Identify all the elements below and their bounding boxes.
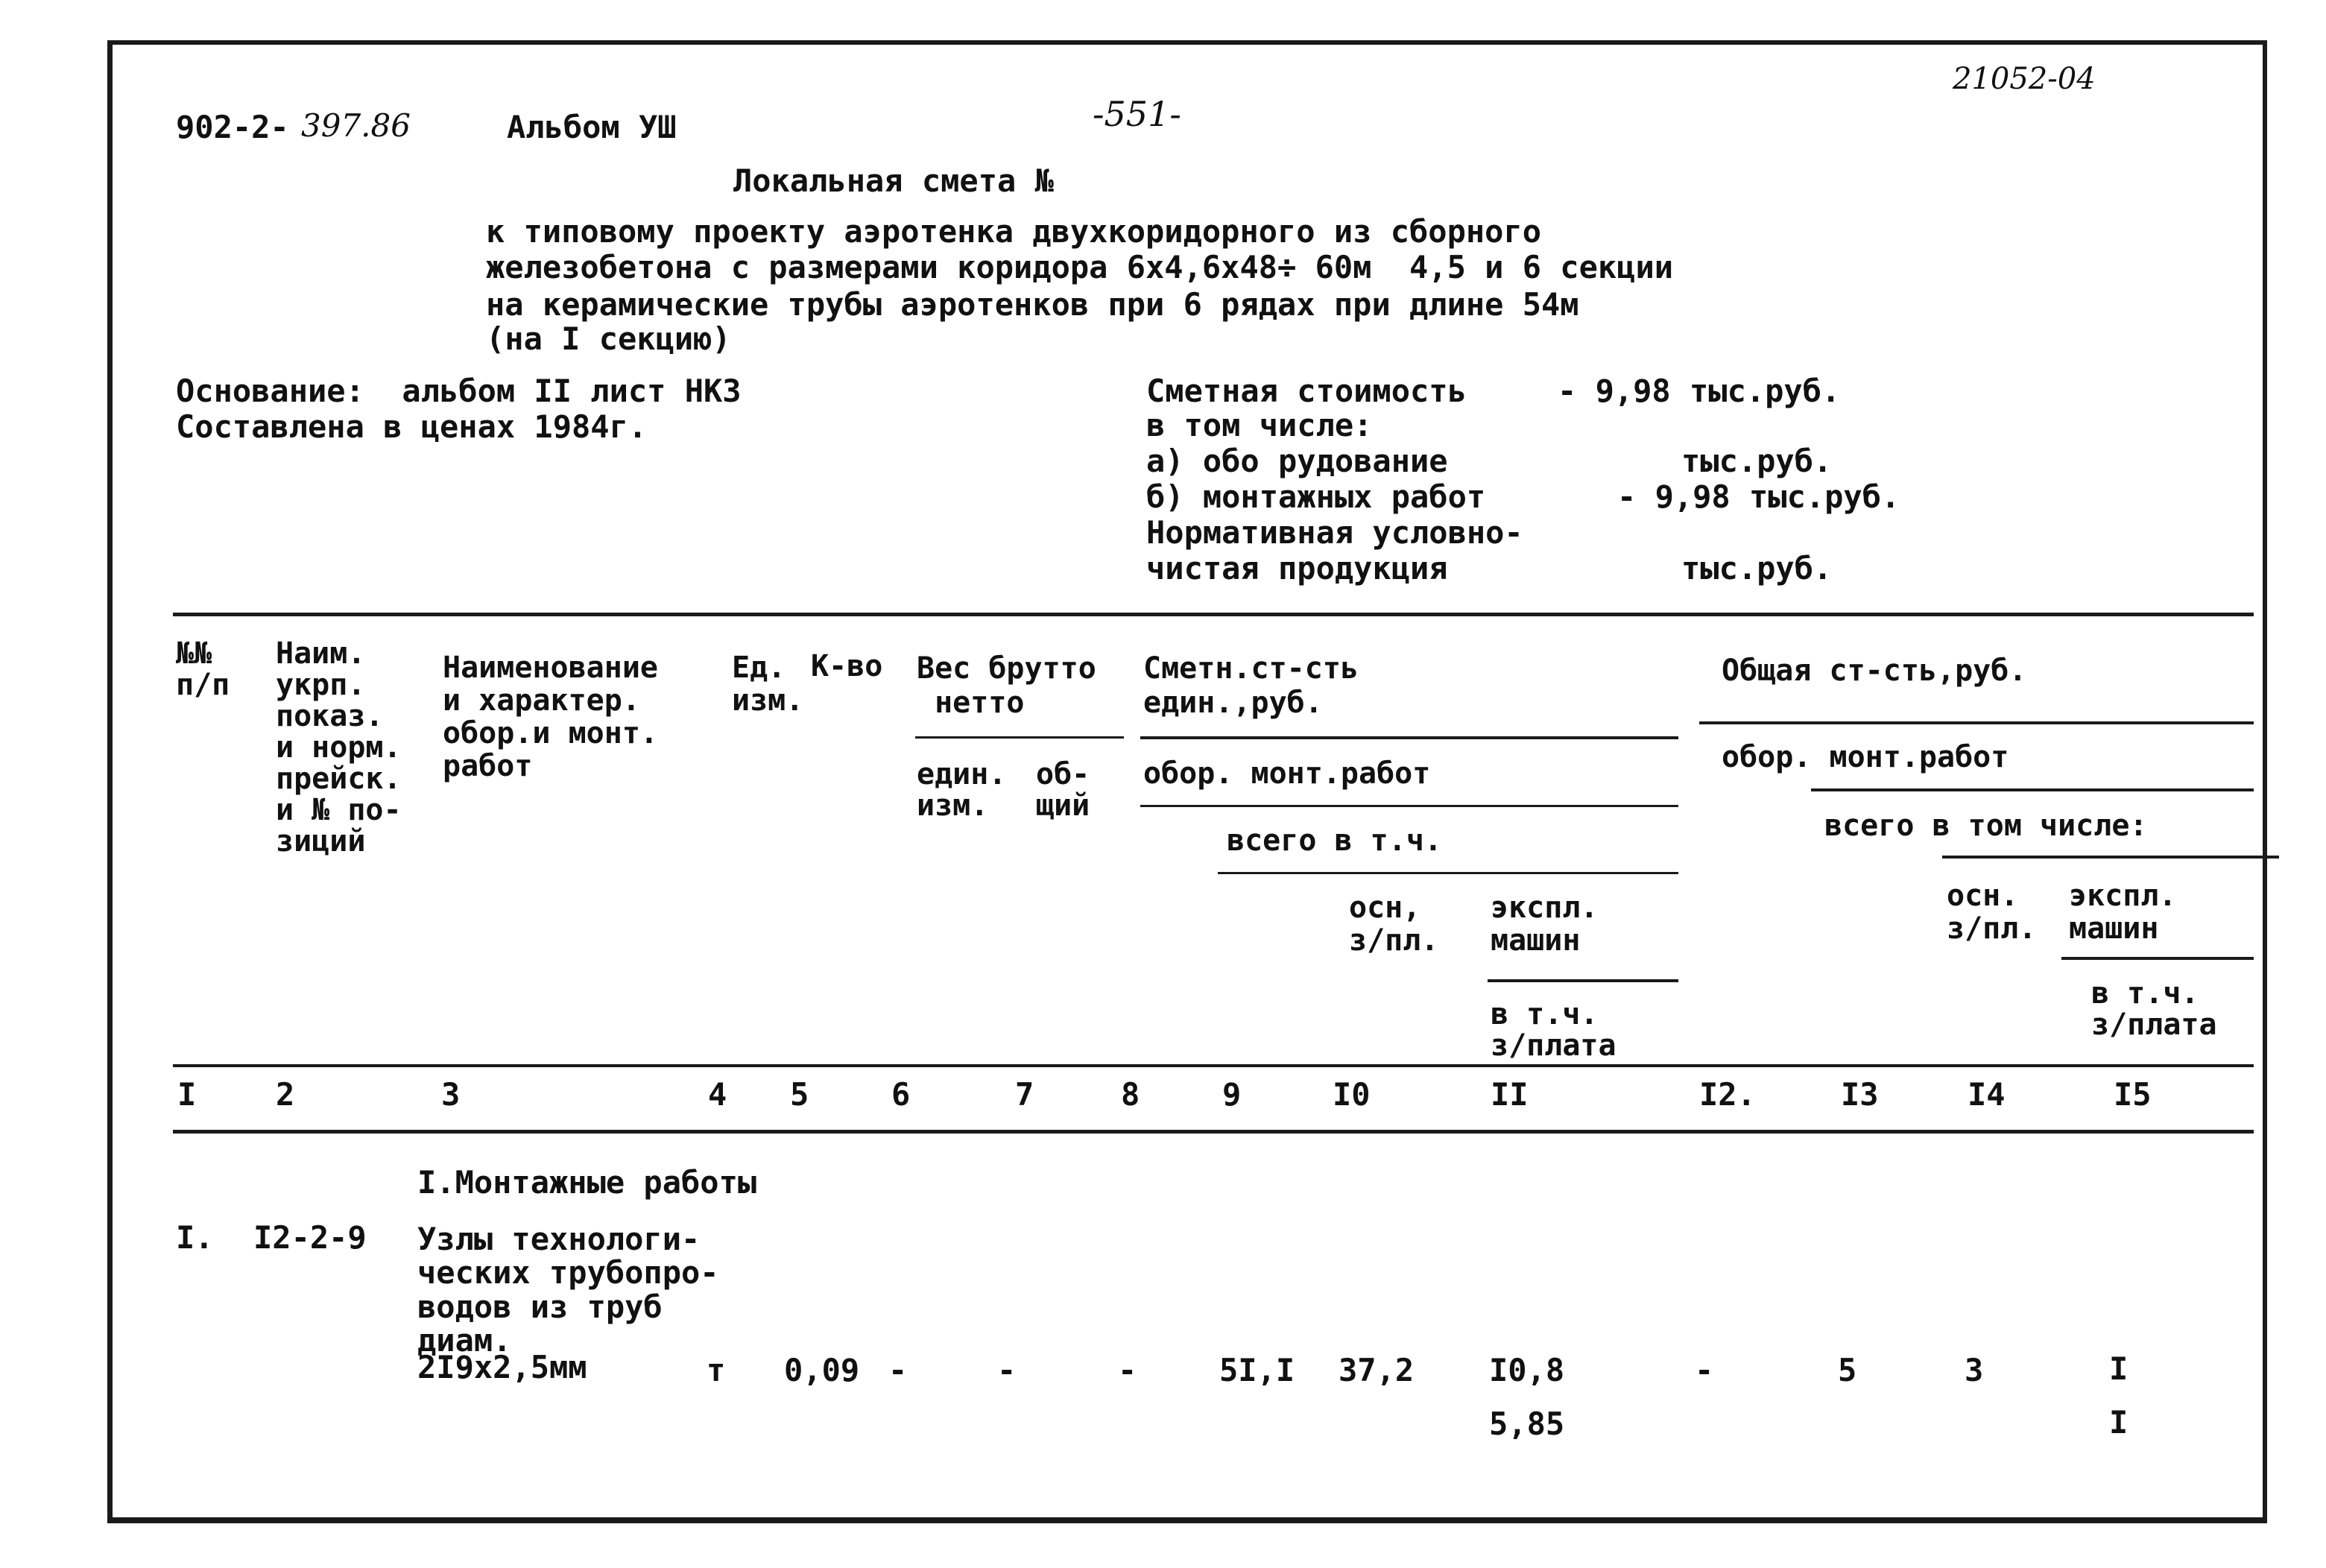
basis-line-2: Составлена в ценах 1984г.: [176, 408, 648, 445]
column-number: II: [1491, 1076, 1529, 1113]
column-number: 3: [441, 1076, 461, 1113]
total-cost-header: Общая ст-сть,руб.: [1722, 654, 2027, 688]
normative-label-2: чистая продукция: [1146, 550, 1448, 587]
column-number: I0: [1333, 1076, 1371, 1113]
column-number: I5: [2114, 1076, 2152, 1113]
column-number: I3: [1841, 1076, 1879, 1113]
row-col10: 37,2: [1339, 1352, 1415, 1388]
row-col15: I: [2109, 1350, 2129, 1387]
row-code: I2-2-9: [253, 1219, 367, 1256]
column-number: 9: [1222, 1076, 1242, 1113]
col-num-header: №№ п/п: [176, 636, 230, 702]
total-machines-rule: [2061, 957, 2254, 960]
row-col13: 5: [1838, 1352, 1857, 1388]
subtitle-line-2: железобетона с размерами коридора 6х4,6х48÷ 60м 4,5 и 6 секции: [486, 249, 1674, 285]
row-qty: 0,09: [784, 1352, 860, 1388]
subtitle-line-4: (на I секцию): [486, 320, 731, 357]
column-numbers-rule: [173, 1130, 2254, 1134]
weight-header: Вес брутто нетто: [917, 651, 1096, 720]
installation-label: б) монтажных работ: [1146, 478, 1486, 515]
unit-incl-rule: [1218, 872, 1678, 874]
normative-label-1: Нормативная условно-: [1146, 514, 1523, 551]
row-col12: -: [1695, 1352, 1714, 1388]
unit-machines-wage-header: в т.ч. з/плата: [1491, 997, 1616, 1063]
col-qty-header: К-во: [811, 649, 883, 683]
reference-code: 21052-04: [1953, 62, 2096, 96]
estimated-cost-value: - 9,98 тыс.руб.: [1558, 373, 1841, 409]
weight-unit-header: един. изм.: [917, 757, 1007, 823]
total-cost-rule: [1699, 721, 2254, 724]
header-bottom-rule: [173, 1064, 2254, 1067]
col-name-header: Наименование и характер. обор.и монт. работ: [443, 651, 658, 783]
total-machines-header: экспл. машин: [2069, 879, 2177, 946]
document-title: Локальная смета №: [733, 162, 1054, 199]
row-number: I.: [176, 1219, 214, 1256]
total-machines-wage-header: в т.ч. з/плата: [2091, 976, 2217, 1042]
unit-equip-install-header: обор. монт.работ: [1143, 756, 1431, 791]
total-equip-install-header: обор. монт.работ: [1722, 740, 2009, 774]
row-col11-second: 5,85: [1489, 1406, 1565, 1442]
unit-basic-wage-header: осн, з/пл.: [1349, 891, 1439, 958]
table-top-rule: [173, 613, 2254, 616]
total-incl-rule: [1942, 856, 2279, 859]
col-code-header: Наим. укрп. показ. и норм. прейск. и № по- зиций: [276, 636, 402, 859]
basis-line-1: Основание: альбом II лист НКЗ: [176, 373, 742, 409]
page-number: -551-: [1093, 94, 1181, 134]
row-unit: т: [707, 1352, 726, 1388]
section-title: I.Монтажные работы: [417, 1164, 757, 1201]
equipment-value: тыс.руб.: [1681, 443, 1833, 479]
doc-code-handwritten: 397.86: [301, 107, 411, 144]
unit-total-incl-header: всего в т.ч.: [1227, 823, 1442, 858]
row-size: 2I9х2,5мм: [417, 1349, 587, 1385]
column-number: 4: [708, 1076, 727, 1113]
equipment-label: а) обо рудование: [1146, 443, 1448, 479]
album-label: Альбом УШ: [507, 109, 677, 145]
weight-rule: [915, 736, 1124, 739]
column-number: I4: [1968, 1076, 2006, 1113]
estimated-cost-label: Сметная стоимость: [1146, 373, 1467, 409]
subtitle-line-1: к типовому проекту аэротенка двухкоридорного из сборного: [486, 213, 1542, 250]
row-col7: -: [997, 1352, 1017, 1388]
row-col6: -: [888, 1352, 908, 1388]
subtitle-line-3: на керамические трубы аэротенков при 6 рядах при длине 54м: [486, 286, 1579, 323]
column-number: 2: [276, 1076, 295, 1113]
unit-equip-rule: [1140, 805, 1678, 807]
including-label: в том числе:: [1146, 407, 1373, 443]
row-name: Узлы технологи- ческих трубопро- водов из труб диам.: [417, 1221, 719, 1359]
column-number: I2.: [1699, 1076, 1756, 1113]
unit-cost-header: Сметн.ст-сть един.,руб.: [1143, 651, 1359, 720]
row-col14: 3: [1965, 1352, 1984, 1388]
col-unit-header: Ед. изм.: [732, 651, 804, 718]
row-col15-second: I: [2109, 1404, 2129, 1441]
weight-total-header: об- щий: [1036, 757, 1090, 823]
row-col8: -: [1118, 1352, 1137, 1388]
row-col9: 5I,I: [1219, 1352, 1295, 1388]
total-incl-header: всего в том числе:: [1824, 809, 2148, 843]
doc-code-prefix: 902-2-: [176, 109, 289, 145]
unit-machines-header: экспл. машин: [1491, 891, 1599, 958]
column-number: I: [177, 1076, 197, 1113]
column-number: 5: [790, 1076, 809, 1113]
unit-cost-rule: [1140, 736, 1678, 739]
column-number: 6: [891, 1076, 911, 1113]
column-number: 7: [1015, 1076, 1034, 1113]
installation-value: - 9,98 тыс.руб.: [1617, 478, 1900, 515]
column-number: 8: [1121, 1076, 1140, 1113]
normative-value: тыс.руб.: [1681, 550, 1833, 587]
machines-rule: [1488, 979, 1678, 982]
row-col11: I0,8: [1489, 1352, 1565, 1388]
total-basic-wage-header: осн. з/пл.: [1947, 879, 2037, 946]
total-equip-rule: [1811, 788, 2254, 791]
